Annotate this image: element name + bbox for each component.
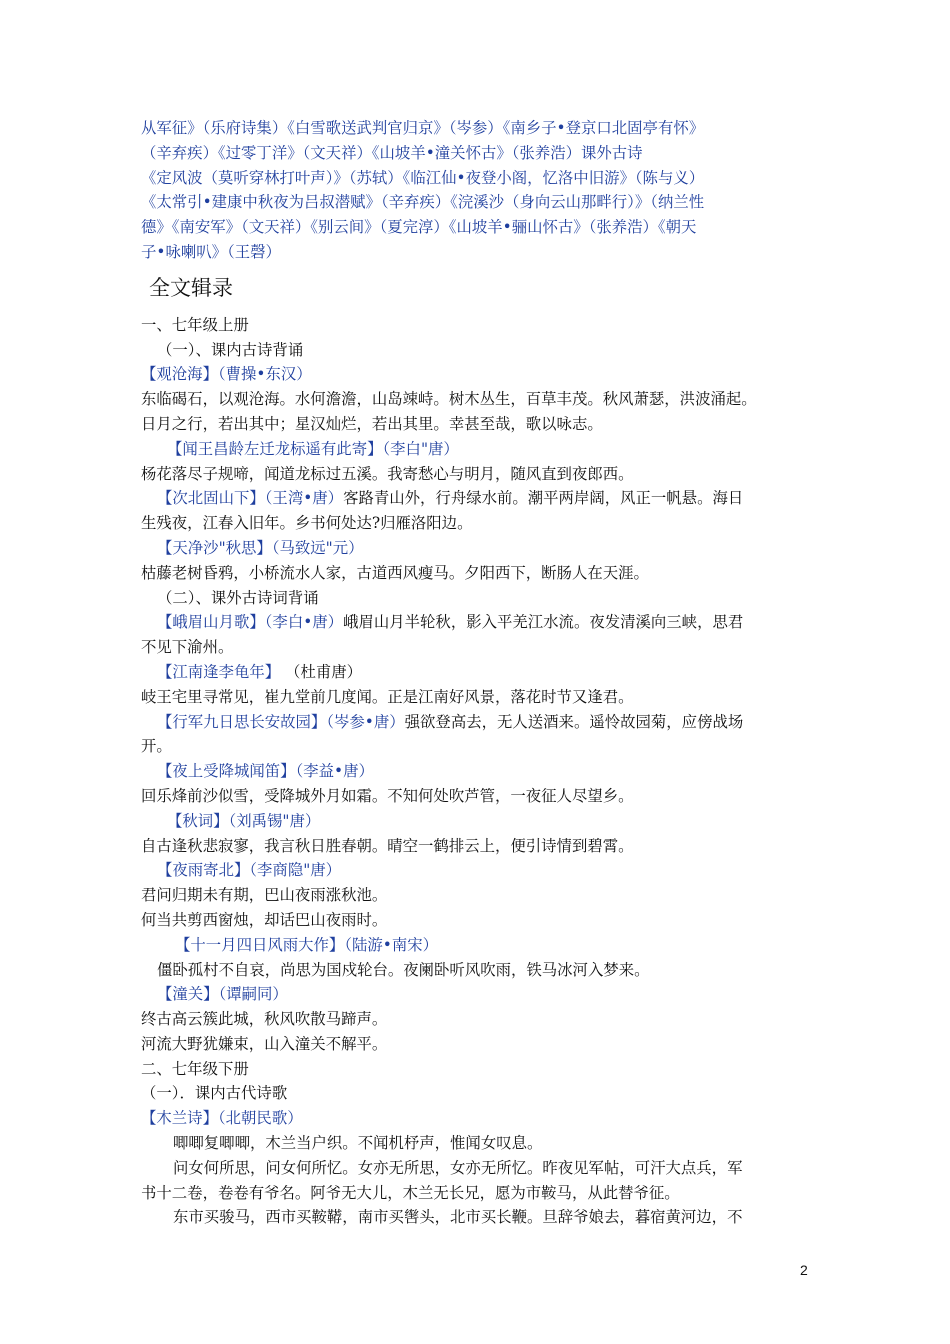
poem-line xyxy=(141,610,821,635)
poem-line: 书十二卷，卷卷有爷名。阿爷无大儿，木兰无长兄，愿为市鞍马，从此替爷征。 xyxy=(141,1183,680,1202)
poem-line: 开。 xyxy=(141,737,172,756)
poem-title: 【木兰诗】（北朝民歌） xyxy=(141,1109,303,1128)
poem-text: 客路青山外，行舟绿水前。潮平两岸阔，风正一帆悬。海日 xyxy=(343,489,744,508)
section-heading: 全文辑录 xyxy=(149,275,233,300)
poem-line: 问女何所思，问女何所忆。女亦无所思，女亦无所忆。昨夜见军帖，可汗大点兵，军 xyxy=(173,1158,743,1177)
poem-line: 河流大野犹嫌束，山入潼关不解平。 xyxy=(141,1034,388,1053)
poem-line xyxy=(141,486,821,511)
toc-line: 子•咏喇叭》（王磬） xyxy=(141,242,281,261)
poem-title: 【夜上受降城闻笛】（李益•唐） xyxy=(157,762,374,781)
page-number: 2 xyxy=(800,1262,808,1278)
poem-title: 【夜雨寄北】（李商隐"唐） xyxy=(157,861,342,880)
poem-title: 【峨眉山月歌】（李白•唐） xyxy=(157,613,344,632)
poem-line: 不见下渝州。 xyxy=(141,638,234,657)
poem-title: 【十一月四日风雨大作】（陆游•南宋） xyxy=(175,935,439,954)
subsection-heading: （一）、课内古诗背诵 xyxy=(157,340,304,359)
poem-text: 强欲登高去，无人送酒来。遥怜故园菊，应傍战场 xyxy=(404,712,744,731)
poem-line: 生残夜，江春入旧年。乡书何处达?归雁洛阳边。 xyxy=(141,514,473,533)
poem-line: 君问归期未有期，巴山夜雨涨秋池。 xyxy=(141,886,388,905)
poem-title: 【次北固山下】（王湾•唐） xyxy=(157,489,344,508)
subsection-heading: （二）、课外古诗词背诵 xyxy=(157,588,319,607)
poem-line: 枯藤老树昏鸦，小桥流水人家，古道西风瘦马。夕阳西下，断肠人在天涯。 xyxy=(141,563,649,582)
toc-line: 从军征》（乐府诗集）《白雪歌送武判官归京》（岑参）《南乡子•登京口北固亭有怀》 xyxy=(141,119,705,137)
toc-line: 德》《南安军》（文天祥）《别云间》（夏完淳）《山坡羊•骊山怀古》（张养浩）《朝天 xyxy=(141,218,697,237)
toc-block xyxy=(141,116,821,265)
poem-title: 【观沧海】（曹操•东汉） xyxy=(141,365,312,384)
poem-title: 【闻王昌龄左迁龙标遥有此寄】（李白"唐） xyxy=(167,439,459,458)
poem-title: 【潼关】（谭嗣同） xyxy=(157,985,288,1004)
poem-title: 【江南逢李龟年】 xyxy=(157,662,281,681)
poem-line: 杨花落尽子规啼，闻道龙标过五溪。我寄愁心与明月，随风直到夜郎西。 xyxy=(141,464,634,483)
poem-line: 岐王宅里寻常见，崔九堂前几度闻。正是江南好风景，落花时节又逢君。 xyxy=(141,687,634,706)
poem-line: 何当共剪西窗烛，却话巴山夜雨时。 xyxy=(141,910,388,929)
poem-line xyxy=(141,660,821,685)
subsection-heading: （一）．课内古代诗歌 xyxy=(141,1084,288,1103)
poem-line: 日月之行，若出其中；星汉灿烂，若出其里。幸甚至哉，歌以咏志。 xyxy=(141,414,603,433)
toc-line: 《定风波（莫听穿林打叶声）》（苏轼）《临江仙•夜登小阁，忆洛中旧游》（陈与义） xyxy=(141,168,705,187)
poem-author: （杜甫唐） xyxy=(285,662,363,681)
poem-line: 东市买骏马，西市买鞍鞯，南市买辔头，北市买长鞭。旦辞爷娘去，暮宿黄河边，不 xyxy=(173,1208,743,1227)
poem-text: 峨眉山月半轮秋，影入平羌江水流。夜发清溪向三峡，思君 xyxy=(343,613,744,632)
poem-title: 【秋词】（刘禹锡"唐） xyxy=(167,811,321,830)
document-body xyxy=(141,116,821,1230)
grade-heading: 一、七年级上册 xyxy=(141,315,249,334)
poem-line: 僵卧孤村不自哀，尚思为国戍轮台。夜阑卧听风吹雨，铁马冰河入梦来。 xyxy=(157,960,650,979)
poem-line: 终古高云簇此城，秋风吹散马蹄声。 xyxy=(141,1010,388,1029)
toc-line: （辛弃疾）《过零丁洋》（文天祥）《山坡羊•潼关怀古》（张养浩）课外古诗 xyxy=(141,143,643,162)
poem-line xyxy=(141,710,821,735)
poem-line: 唧唧复唧唧，木兰当户织。不闻机杼声，惟闻女叹息。 xyxy=(173,1134,543,1153)
grade-heading: 二、七年级下册 xyxy=(141,1059,249,1078)
poem-line: 自古逢秋悲寂寥，我言秋日胜春朝。晴空一鹤排云上，便引诗情到碧霄。 xyxy=(141,836,634,855)
poem-line: 东临碣石，以观沧海。水何澹澹，山岛竦峙。树木丛生，百草丰茂。秋风萧瑟，洪波涌起。 xyxy=(141,390,757,409)
poem-line: 回乐烽前沙似雪，受降城外月如霜。不知何处吹芦管，一夜征人尽望乡。 xyxy=(141,786,634,805)
poem-title: 【天净沙"秋思】（马致远"元） xyxy=(157,538,364,557)
toc-line: 《太常引•建康中秋夜为吕叔潜赋》（辛弃疾）《浣溪沙（身向云山那畔行）》（纳兰性 xyxy=(141,193,705,212)
poem-title: 【行军九日思长安故园】（岑参•唐） xyxy=(157,712,405,731)
